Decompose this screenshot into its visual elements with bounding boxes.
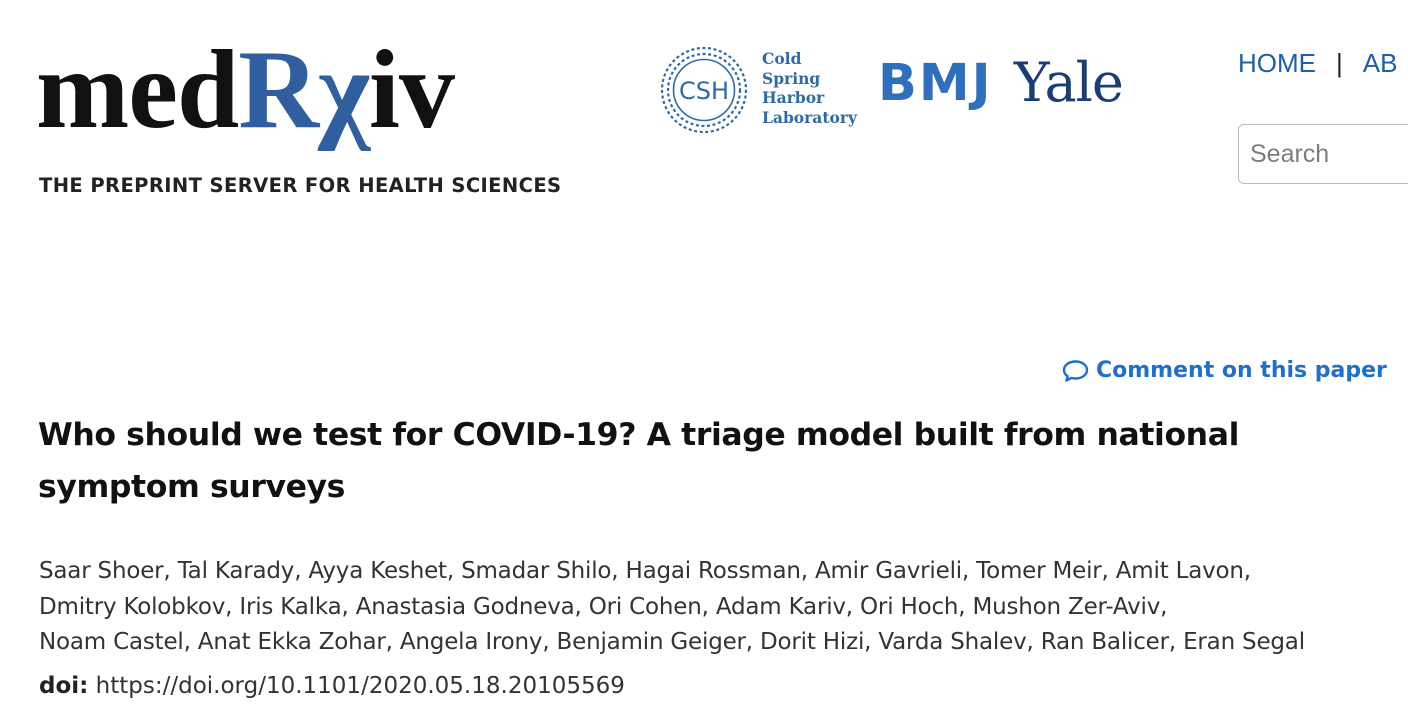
author-line: Saar Shoer, Tal Karady, Ayya Keshet, Smadar Shilo, Hagai Rossman, Amir Gavrieli, Tomer Meir, Amit Lavon, bbox=[39, 558, 1251, 584]
medrxiv-logo[interactable] bbox=[36, 28, 455, 152]
author-line: Dmitry Kolobkov, Iris Kalka, Anastasia Godneva, Ori Cohen, Adam Kariv, Ori Hoch, Mushon Zer-Aviv, bbox=[39, 593, 1168, 620]
nav-about-link[interactable]: AB bbox=[1362, 48, 1398, 78]
csh-line: Laboratory bbox=[762, 107, 857, 127]
speech-bubble-icon bbox=[1062, 359, 1089, 383]
csh-line: Cold bbox=[762, 49, 802, 68]
nav-separator: | bbox=[1336, 48, 1343, 78]
csh-line: Harbor bbox=[762, 88, 825, 107]
logo-text-rx: Rχ bbox=[238, 28, 369, 152]
logo-text-iv: iv bbox=[368, 28, 455, 152]
top-nav bbox=[1238, 48, 1397, 79]
author-list bbox=[39, 554, 1379, 661]
doi-row bbox=[39, 673, 625, 699]
comment-on-paper-link[interactable] bbox=[1062, 358, 1387, 383]
logo-text-med: med bbox=[36, 28, 239, 152]
csh-wordmark[interactable] bbox=[762, 49, 857, 127]
csh-line: Spring bbox=[762, 68, 821, 88]
author-line: Noam Castel, Anat Ekka Zohar, Angela Irony, Benjamin Geiger, Dorit Hizi, Varda Shalev, Ran Balicer, Eran Segal bbox=[39, 629, 1305, 655]
doi-label: doi: bbox=[39, 673, 89, 699]
nav-home-link[interactable]: HOME bbox=[1238, 48, 1316, 78]
comment-link-label: Comment on this paper bbox=[1096, 358, 1387, 383]
csh-abbrev: CSH bbox=[678, 77, 730, 105]
paper-title: Who should we test for COVID-19? A triage model built from national symptom surveys bbox=[38, 417, 1239, 505]
search-input[interactable] bbox=[1238, 124, 1408, 184]
doi-link[interactable]: https://doi.org/10.1101/2020.05.18.20105569 bbox=[95, 673, 625, 699]
bmj-logo[interactable]: BMJ bbox=[878, 54, 993, 113]
yale-logo[interactable]: Yale bbox=[1014, 51, 1123, 114]
logo-tagline: THE PREPRINT SERVER FOR HEALTH SCIENCES bbox=[39, 174, 562, 197]
csh-seal-icon[interactable] bbox=[658, 44, 750, 136]
